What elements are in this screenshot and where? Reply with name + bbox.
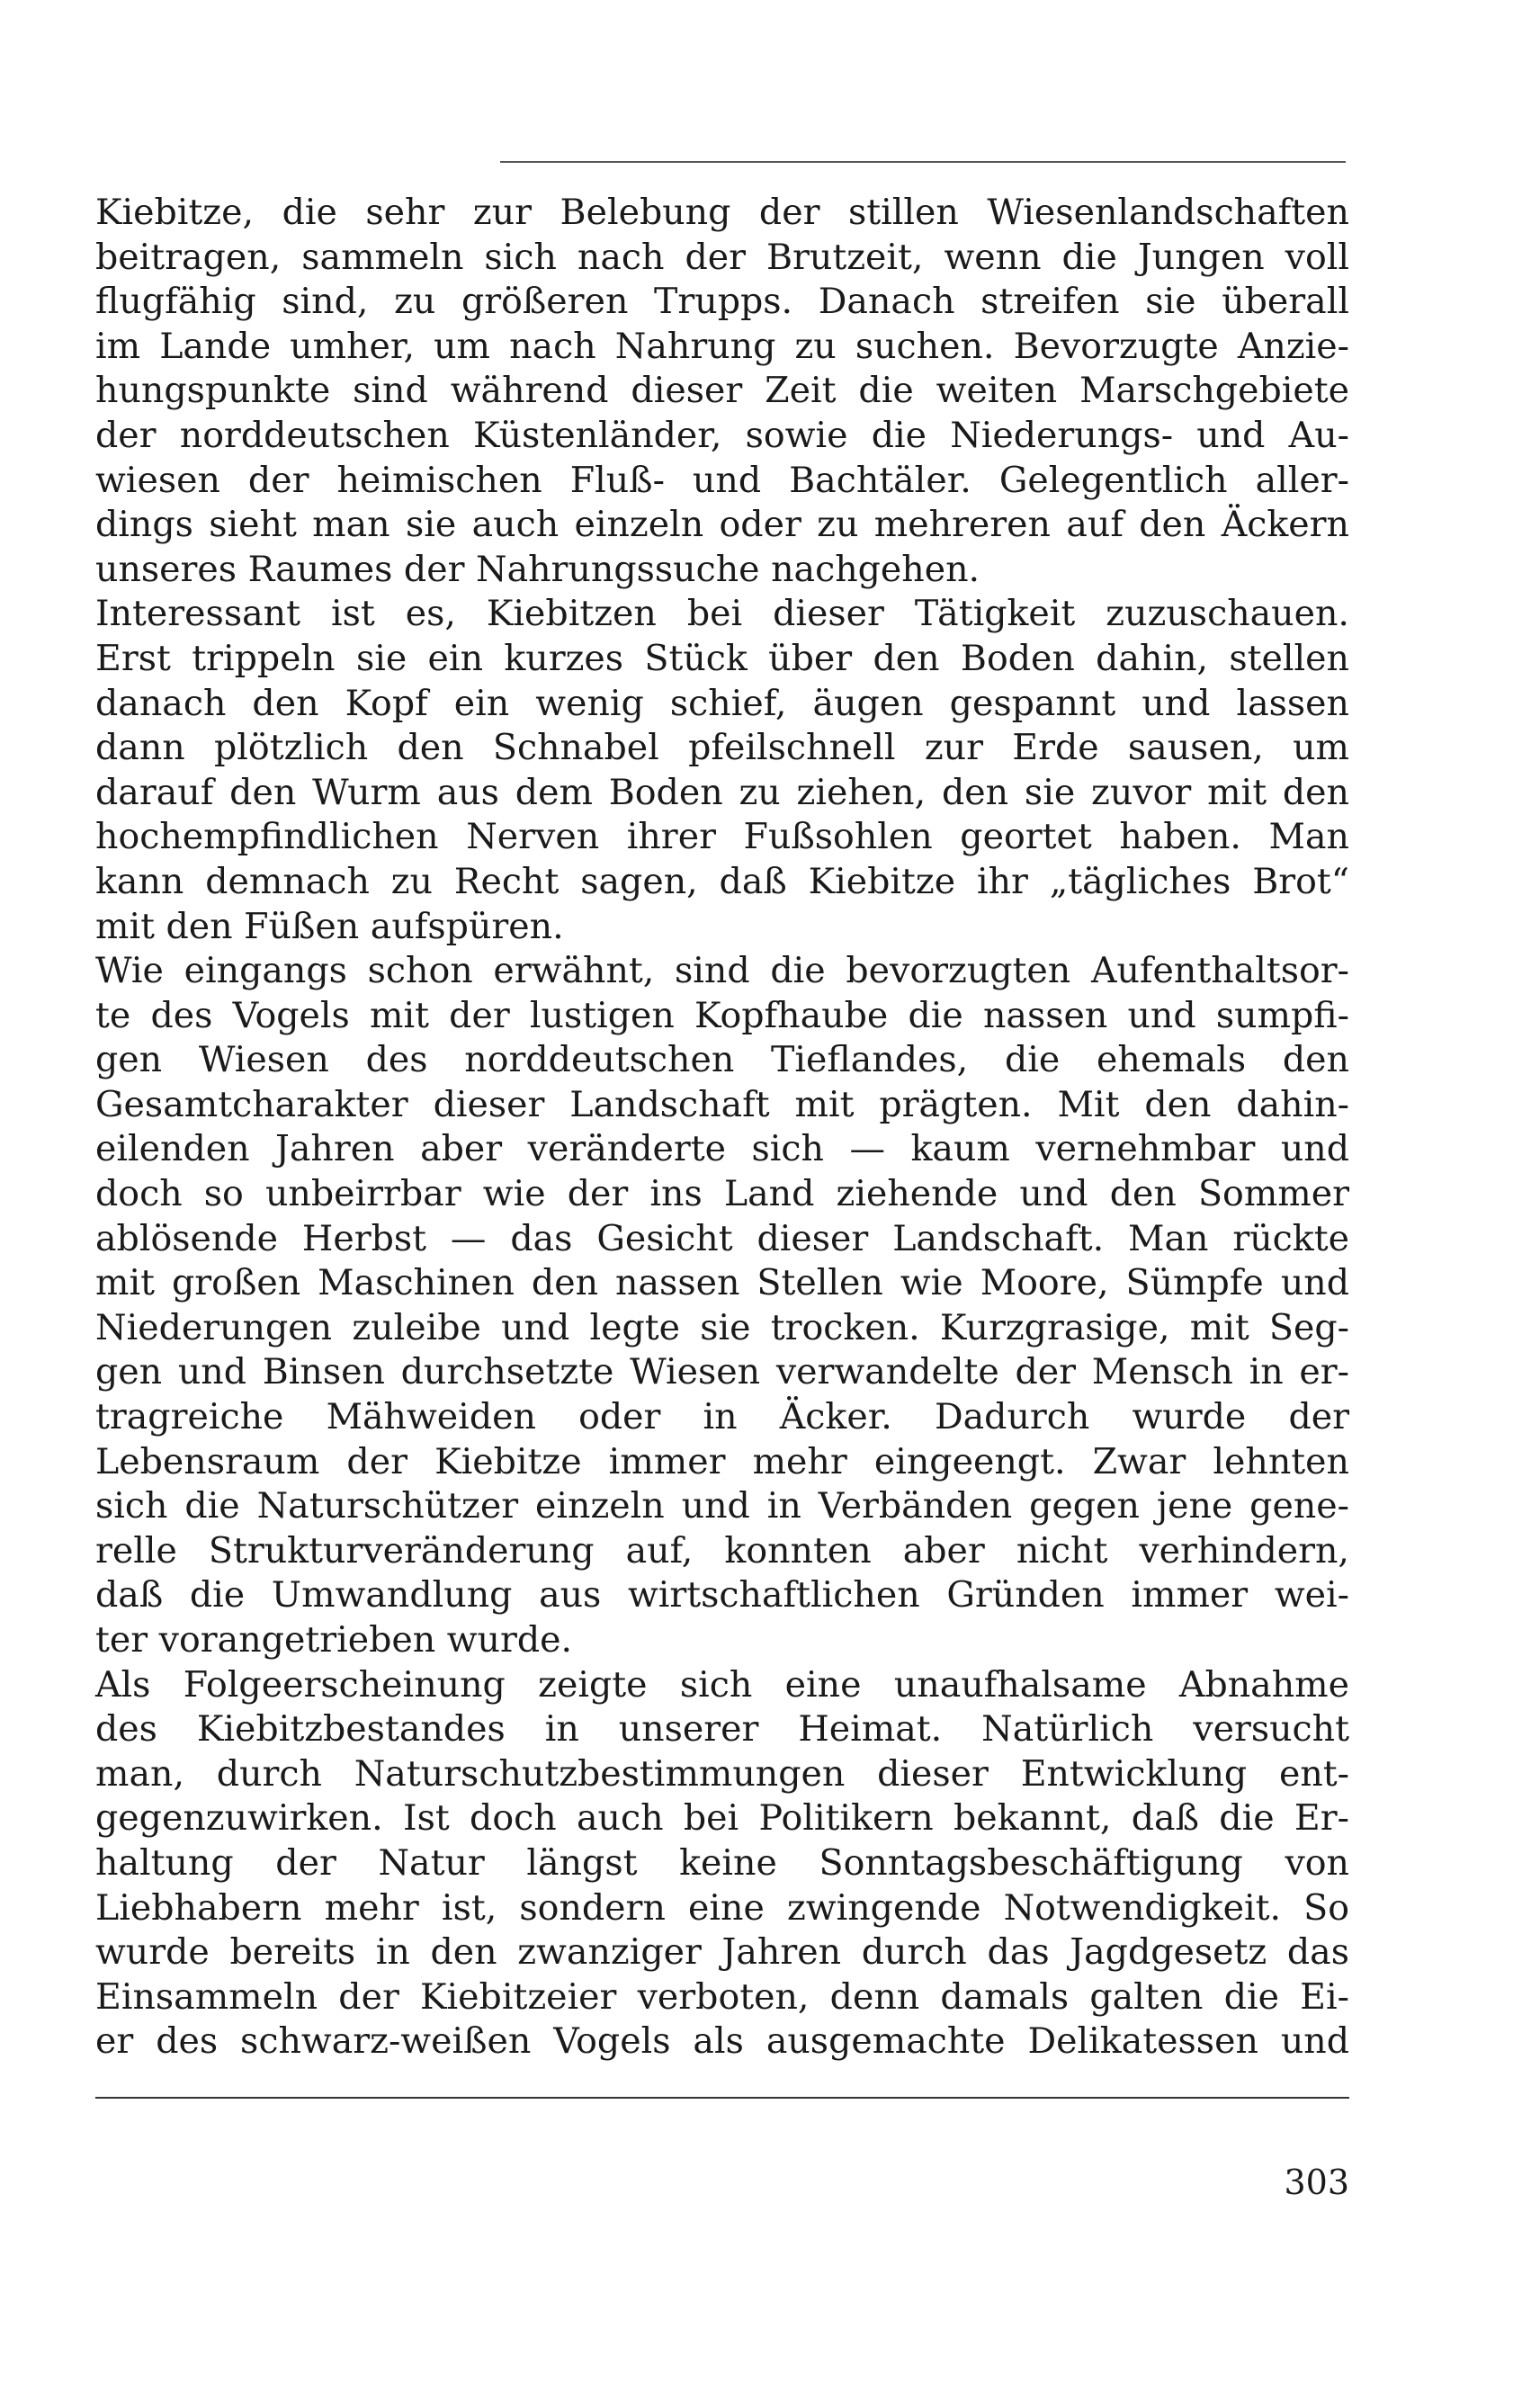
text-line: doch so unbeirrbar wie der ins Land ziehende und den Sommer [95, 1173, 1349, 1215]
text-line: Erst trippeln sie ein kurzes Stück über den Boden dahin, stellen [95, 637, 1349, 679]
text-line: unseres Raumes der Nahrungssuche nachgehen. [95, 548, 980, 590]
text-line: sich die Naturschützer einzeln und in Verbänden gegen jene gene- [95, 1485, 1349, 1527]
text-line: daß die Umwandlung aus wirtschaftlichen Gründen immer wei- [95, 1574, 1349, 1616]
text-line: flugfähig sind, zu größeren Trupps. Danach streifen sie überall [95, 281, 1349, 323]
text-line: er des schwarz-weißen Vogels als ausgemachte Delikatessen und [95, 2020, 1349, 2063]
page-number: 303 [1284, 2163, 1349, 2202]
text-line: im Lande umher, um nach Nahrung zu suchen. Bevorzugte Anzie- [95, 325, 1349, 367]
header-rule [500, 161, 1346, 163]
text-line: des Kiebitzbestandes in unserer Heimat. Natürlich versucht [95, 1708, 1349, 1751]
text-line: Gesamtcharakter dieser Landschaft mit prägten. Mit den dahin- [95, 1083, 1349, 1125]
text-line: dings sieht man sie auch einzeln oder zu mehreren auf den Äckern [95, 504, 1349, 546]
text-line: mit den Füßen aufspüren. [95, 905, 564, 947]
footer-rule [95, 2097, 1349, 2099]
text-line: hungspunkte sind während dieser Zeit die weiten Marschgebiete [95, 370, 1349, 412]
text-line: beitragen, sammeln sich nach der Brutzeit, wenn die Jungen voll [95, 236, 1349, 278]
text-line: man, durch Naturschutzbestimmungen dieser Entwicklung ent- [95, 1752, 1349, 1795]
text-line: hochempfindlichen Nerven ihrer Fußsohlen geortet haben. Man [95, 816, 1349, 858]
text-line: Liebhabern mehr ist, sondern eine zwingende Notwendigkeit. So [95, 1886, 1349, 1929]
text-line: Kiebitze, die sehr zur Belebung der stillen Wiesenlandschaften [95, 192, 1349, 233]
text-line: Einsammeln der Kiebitzeier verboten, denn damals galten die Ei- [95, 1975, 1349, 2018]
text-line: eilenden Jahren aber veränderte sich — kaum vernehmbar und [95, 1128, 1349, 1170]
text-line: ter vorangetrieben wurde. [95, 1619, 573, 1661]
text-line: der norddeutschen Küstenländer, sowie die Niederungs- und Au- [95, 414, 1349, 456]
text-line: gen und Binsen durchsetzte Wiesen verwandelte der Mensch in er- [95, 1351, 1349, 1393]
text-line: Wie eingangs schon erwähnt, sind die bevorzugten Aufenthaltsor- [95, 950, 1349, 992]
text-line: Niederungen zuleibe und legte sie trocken. Kurzgrasige, mit Seg- [95, 1306, 1349, 1348]
body-text [95, 191, 1349, 2064]
text-line: wurde bereits in den zwanziger Jahren durch das Jagdgesetz das [95, 1931, 1349, 1974]
text-line: relle Strukturveränderung auf, konnten aber nicht verhindern, [95, 1529, 1349, 1572]
text-line: dann plötzlich den Schnabel pfeilschnell zur Erde sausen, um [95, 727, 1349, 769]
text-line: tragreiche Mähweiden oder in Äcker. Dadurch wurde der [95, 1396, 1349, 1438]
text-line: mit großen Maschinen den nassen Stellen wie Moore, Sümpfe und [95, 1262, 1349, 1304]
text-line: kann demnach zu Recht sagen, daß Kiebitze ihr „tägliches Brot“ [95, 860, 1349, 902]
text-line: danach den Kopf ein wenig schief, äugen gespannt und lassen [95, 682, 1349, 724]
text-line: Interessant ist es, Kiebitzen bei dieser Tätigkeit zuzuschauen. [95, 593, 1349, 635]
text-line: ablösende Herbst — das Gesicht dieser Landschaft. Man rückte [95, 1217, 1349, 1259]
text-line: Lebensraum der Kiebitze immer mehr eingeengt. Zwar lehnten [95, 1440, 1349, 1482]
text-line: Als Folgeerscheinung zeigte sich eine unaufhalsame Abnahme [95, 1663, 1349, 1706]
text-line: gen Wiesen des norddeutschen Tieflandes, die ehemals den [95, 1039, 1349, 1081]
text-line: haltung der Natur längst keine Sonntagsbeschäftigung von [95, 1841, 1349, 1884]
text-line: darauf den Wurm aus dem Boden zu ziehen, den sie zuvor mit den [95, 771, 1349, 813]
text-line: te des Vogels mit der lustigen Kopfhaube die nassen und sumpfi- [95, 994, 1349, 1036]
text-line: wiesen der heimischen Fluß- und Bachtäler. Gelegentlich aller- [95, 459, 1349, 501]
text-line: gegenzuwirken. Ist doch auch bei Politikern bekannt, daß die Er- [95, 1797, 1349, 1840]
